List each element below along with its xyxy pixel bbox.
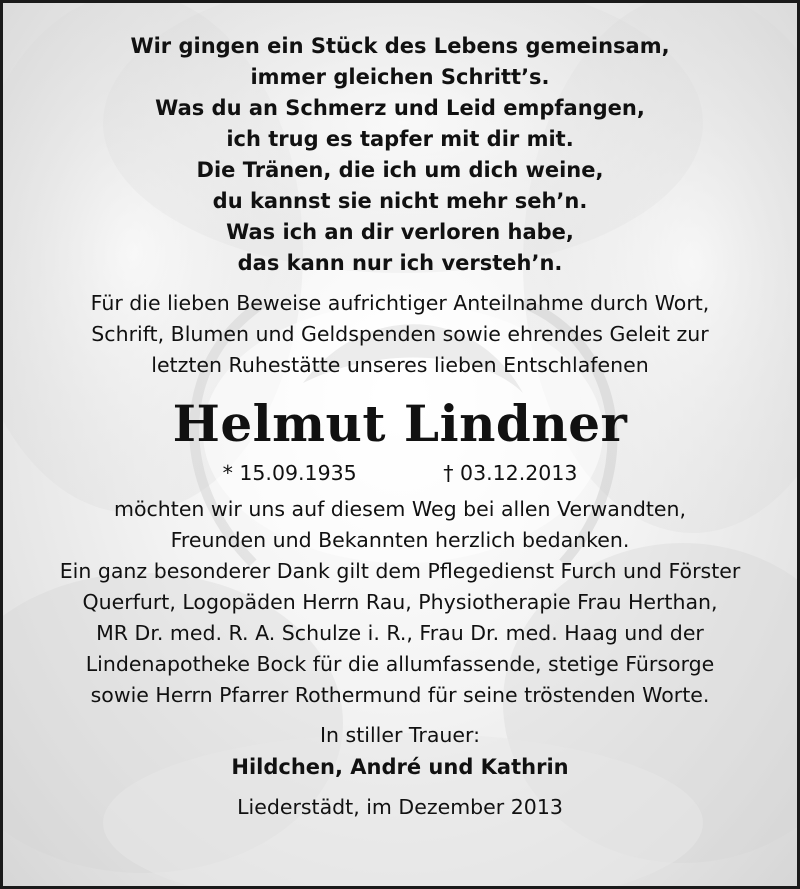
intro-paragraph [3,288,797,381]
death-date: † 03.12.2013 [443,461,578,485]
thanks-line: MR Dr. med. R. A. Schulze i. R., Frau Dr. med. Haag und der [96,621,704,645]
poem-line: Was du an Schmerz und Leid empfangen, [155,96,645,120]
poem-line: du kannst sie nicht mehr seh’n. [212,189,588,213]
poem-line: immer gleichen Schritt’s. [250,65,550,89]
poem-line: Die Tränen, die ich um dich weine, [196,158,604,182]
poem-line: Was ich an dir verloren habe, [226,220,574,244]
thanks-line: Ein ganz besonderer Dank gilt dem Pflegedienst Furch und Förster [59,559,741,583]
intro-line: letzten Ruhestätte unseres lieben Entschlafenen [151,353,649,377]
birth-date: * 15.09.1935 [222,461,357,485]
intro-line: Schrift, Blumen und Geldspenden sowie ehrendes Geleit zur [91,322,709,346]
obituary-text [3,31,797,822]
thanks-paragraph [3,494,797,711]
thanks-line: Freunden und Bekannten herzlich bedanken. [170,528,630,552]
intro-line: Für die lieben Beweise aufrichtiger Anteilnahme durch Wort, [90,291,710,315]
poem-line: das kann nur ich versteh’n. [237,251,563,275]
thanks-line: Querfurt, Logopäden Herrn Rau, Physiotherapie Frau Herthan, [82,590,718,614]
life-dates [3,458,797,488]
deceased-name: Helmut Lindner [172,394,628,453]
poem-line: ich trug es tapfer mit dir mit. [226,127,574,151]
thanks-line: Lindenapotheke Bock für die allumfassende, stetige Fürsorge [85,652,715,676]
thanks-line: möchten wir uns auf diesem Weg bei allen Verwandten, [114,497,686,521]
memorial-poem [3,31,797,279]
thanks-line: sowie Herrn Pfarrer Rothermund für seine tröstenden Worte. [90,683,710,707]
mourning-heading: In stiller Trauer: [320,723,480,747]
poem-line: Wir gingen ein Stück des Lebens gemeinsam, [130,34,670,58]
place-and-date: Liederstädt, im Dezember 2013 [237,795,563,819]
signers: Hildchen, André und Kathrin [231,755,569,779]
